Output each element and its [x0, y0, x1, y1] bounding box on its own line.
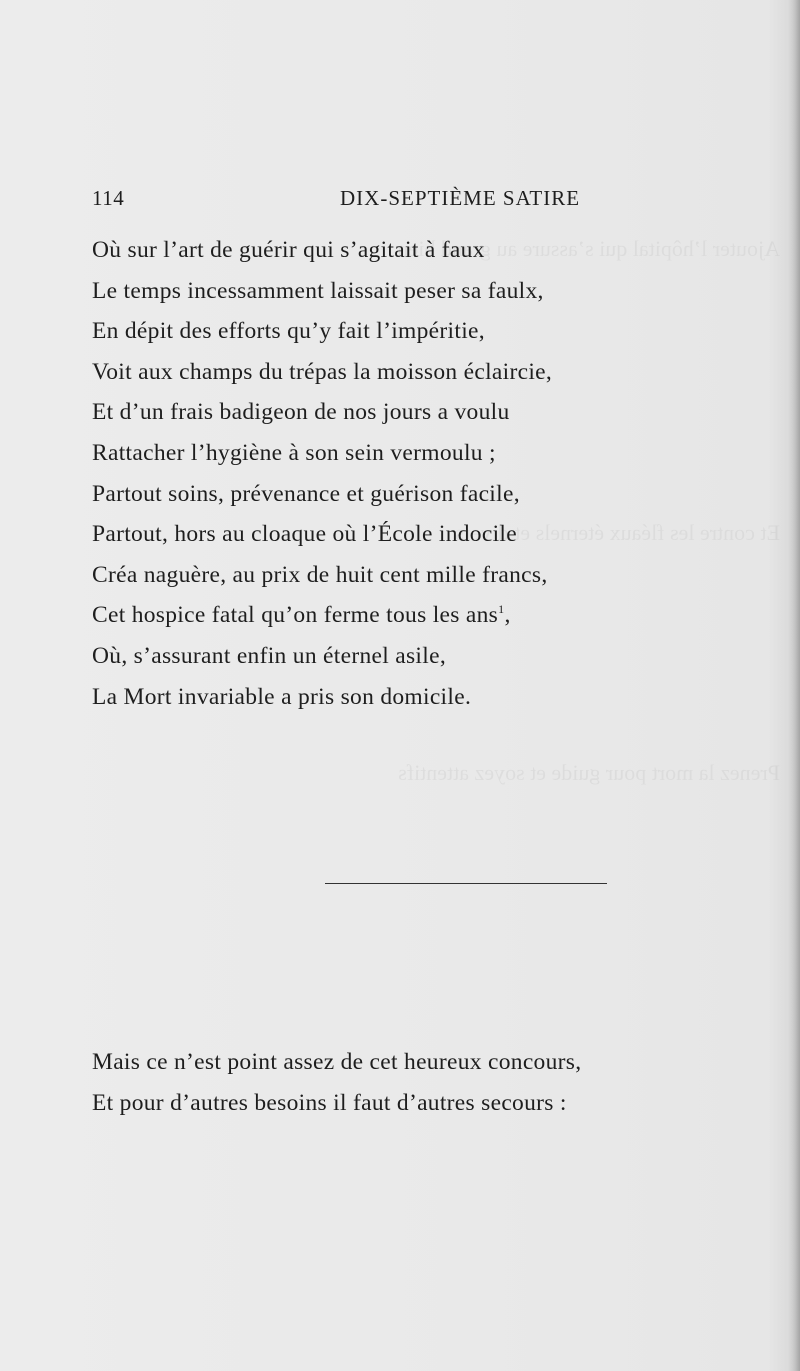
verse-line: Le temps incessamment laissait peser sa faulx,: [92, 277, 544, 304]
verse-line: En dépit des efforts qu’y fait l’impéritie,: [92, 318, 485, 345]
verse-stanza-1: [92, 230, 732, 717]
verse-line: Et d’un frais badigeon de nos jours a voulu: [92, 399, 510, 426]
bleed-through-text: Ajouter l’hôpital qui s’assure au grand bien: [397, 236, 780, 261]
verse-line: Et pour d’autres besoins il faut d’autres secours :: [92, 1089, 567, 1116]
verse-stanza-2: [92, 1042, 732, 1123]
verse-line: Où sur l’art de guérir qui s’agitait à faux: [92, 237, 485, 263]
running-header: [92, 186, 652, 216]
verse-line: Rattacher l’hygiène à son sein vermoulu ;: [92, 439, 496, 466]
verse-line: Partout, hors au cloaque où l’École indocile: [92, 521, 517, 548]
section-divider-rule: [325, 883, 607, 884]
verse-line: Partout soins, prévenance et guérison facile,: [92, 480, 520, 507]
verse-line: La Mort invariable a pris son domicile.: [92, 683, 472, 710]
bleed-through-text: Prenez la mort pour guide et soyez attentifs: [398, 760, 780, 785]
verse-line-with-footnote: Cet hospice fatal qu’on ferme tous les ans$^1$,: [92, 602, 511, 629]
verse-line: Mais ce n’est point assez de cet heureux concours,: [92, 1049, 582, 1075]
page-edge-shadow: [788, 0, 800, 1371]
page-number: 114: [92, 186, 125, 210]
verse-line: Voit aux champs du trépas la moisson éclaircie,: [92, 358, 553, 385]
footnote-marker: 1: [498, 602, 505, 617]
verse-line: Créa naguère, au prix de huit cent mille francs,: [92, 561, 548, 588]
verse-line: Où, s’assurant enfin un éternel asile,: [92, 642, 446, 669]
verse-text: Cet hospice fatal qu’on ferme tous les ans: [92, 602, 499, 629]
running-title: DIX-SEPTIÈME SATIRE: [340, 186, 581, 210]
bleed-through-text: Et contre les fléaux éternels et divers: [455, 520, 780, 545]
